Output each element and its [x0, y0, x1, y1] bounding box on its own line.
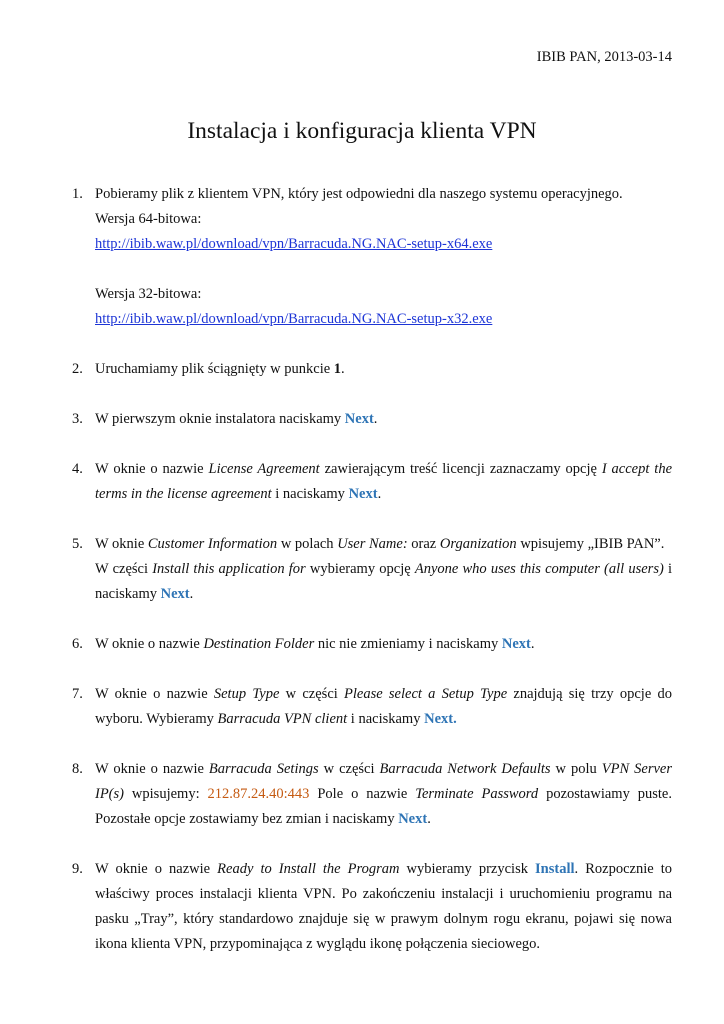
section-name: Install this application for — [152, 561, 306, 577]
list-item-step-9 — [0, 857, 724, 957]
step-text: wpisujemy: — [124, 786, 208, 802]
field-name: VPN Server IP(s) — [95, 761, 672, 802]
step-text: W oknie o nazwie — [95, 461, 209, 477]
step-text: pozostawiamy puste. Pozostałe opcje zostawiamy bez zmian i naciskamy — [95, 786, 672, 827]
step-ref-bold: 1 — [333, 361, 342, 377]
step-number: 4. — [72, 461, 83, 477]
page-title: Instalacja i konfiguracja klienta VPN — [187, 118, 537, 144]
step-text: W pierwszym oknie instalatora naciskamy — [95, 411, 345, 427]
window-name: Customer Information — [147, 536, 278, 552]
step-text: i naciskamy — [347, 711, 425, 727]
step-text: wpisujemy „IBIB PAN”. — [516, 536, 665, 552]
section-name: Please select a Setup Type — [344, 686, 508, 702]
step-text: Pobieramy plik z klientem VPN, który jest odpowiedni dla naszego systemu operacyjnego. — [95, 186, 623, 202]
step-number: 6. — [72, 636, 83, 652]
server-ip-value: 212.87.24.40:443 — [207, 786, 310, 802]
download-link-x32[interactable]: http://ibib.waw.pl/download/vpn/Barracuda.NG.NAC-setup-x32.exe — [95, 311, 493, 327]
option-name: Anyone who uses this computer (all users) — [414, 561, 664, 577]
step-text: i naciskamy — [271, 486, 349, 502]
window-name: Destination Folder — [203, 636, 315, 652]
step-text: w polu — [550, 761, 602, 777]
list-item-step-3 — [0, 407, 724, 432]
next-keyword: Next — [344, 411, 374, 427]
header-org-date: IBIB PAN, 2013-03-14 — [536, 49, 672, 65]
steps-list — [0, 182, 724, 957]
step-text: W oknie o nazwie — [95, 861, 218, 877]
step-text: Uruchamiamy plik ściągnięty w punkcie — [95, 361, 334, 377]
window-name: Ready to Install the Program — [217, 861, 400, 877]
step-text: W oknie o nazwie — [95, 761, 209, 777]
step-text: w części — [279, 686, 345, 702]
step-text: znajdują się trzy opcje do wyboru. Wybieramy — [95, 686, 672, 727]
list-item-step-7 — [0, 682, 724, 732]
step-text: W oknie — [95, 536, 148, 552]
list-item-step-1 — [0, 182, 724, 332]
step-text: w polach — [277, 536, 338, 552]
next-keyword: Next — [348, 486, 378, 502]
next-keyword: Next — [160, 586, 190, 602]
step-text: . — [373, 411, 378, 427]
step-number: 2. — [72, 361, 83, 377]
list-item-step-4 — [0, 457, 724, 507]
step-text: zawierającym treść licencji zaznaczamy opcję — [319, 461, 602, 477]
step-number: 1. — [72, 186, 83, 202]
step-number: 7. — [72, 686, 83, 702]
step-text: . — [377, 486, 382, 502]
next-keyword: Next — [501, 636, 531, 652]
field-name: User Name: — [337, 536, 408, 552]
list-item-step-2 — [0, 357, 724, 382]
step-text: W oknie o nazwie — [95, 636, 204, 652]
step-number: 3. — [72, 411, 83, 427]
install-keyword: Install — [535, 861, 575, 877]
field-name: Terminate Password — [415, 786, 539, 802]
version-64-label: Wersja 64-bitowa: — [95, 211, 202, 227]
window-name: Setup Type — [213, 686, 280, 702]
list-item-step-5 — [0, 532, 724, 607]
field-name: Organization — [439, 536, 517, 552]
step-text: oraz — [407, 536, 440, 552]
step-text: Pole o nazwie — [309, 786, 416, 802]
step-number: 5. — [72, 536, 83, 552]
step-text: wybieramy opcję — [305, 561, 415, 577]
step-text: . — [189, 586, 194, 602]
step-text: nic nie zmieniamy i naciskamy — [314, 636, 502, 652]
next-keyword: Next. — [424, 711, 457, 727]
option-name: Barracuda VPN client — [217, 711, 348, 727]
window-name: License Agreement — [208, 461, 320, 477]
step-text: . — [427, 811, 431, 827]
step-text: w części — [318, 761, 380, 777]
step-text: . Rozpocznie to właściwy proces instalacji klienta VPN. Po zakończeniu instalacji i uruchomieniu programu na pasku „Tray”, który standardowo znajduje się w prawym dolnym rogu ekranu, pojawi się nowa ikona klienta VPN, przypominająca z wyglądu ikonę połączenia sieciowego. — [95, 861, 672, 952]
version-32-label: Wersja 32-bitowa: — [95, 286, 202, 302]
next-keyword: Next — [398, 811, 428, 827]
step-text: . — [341, 361, 345, 377]
download-link-x64[interactable]: http://ibib.waw.pl/download/vpn/Barracuda.NG.NAC-setup-x64.exe — [95, 236, 493, 252]
step-text: W oknie o nazwie — [95, 686, 214, 702]
step-number: 8. — [72, 761, 83, 777]
step-text: . — [530, 636, 535, 652]
section-name: Barracuda Network Defaults — [379, 761, 551, 777]
step-text: W części — [95, 561, 153, 577]
window-name: Barracuda Setings — [208, 761, 319, 777]
list-item-step-6 — [0, 632, 724, 657]
step-number: 9. — [72, 861, 83, 877]
step-text: i naciskamy — [95, 561, 672, 602]
step-text: wybieramy przycisk — [399, 861, 536, 877]
option-name: I accept the terms in the license agreement — [95, 461, 673, 502]
list-item-step-8 — [0, 757, 724, 832]
